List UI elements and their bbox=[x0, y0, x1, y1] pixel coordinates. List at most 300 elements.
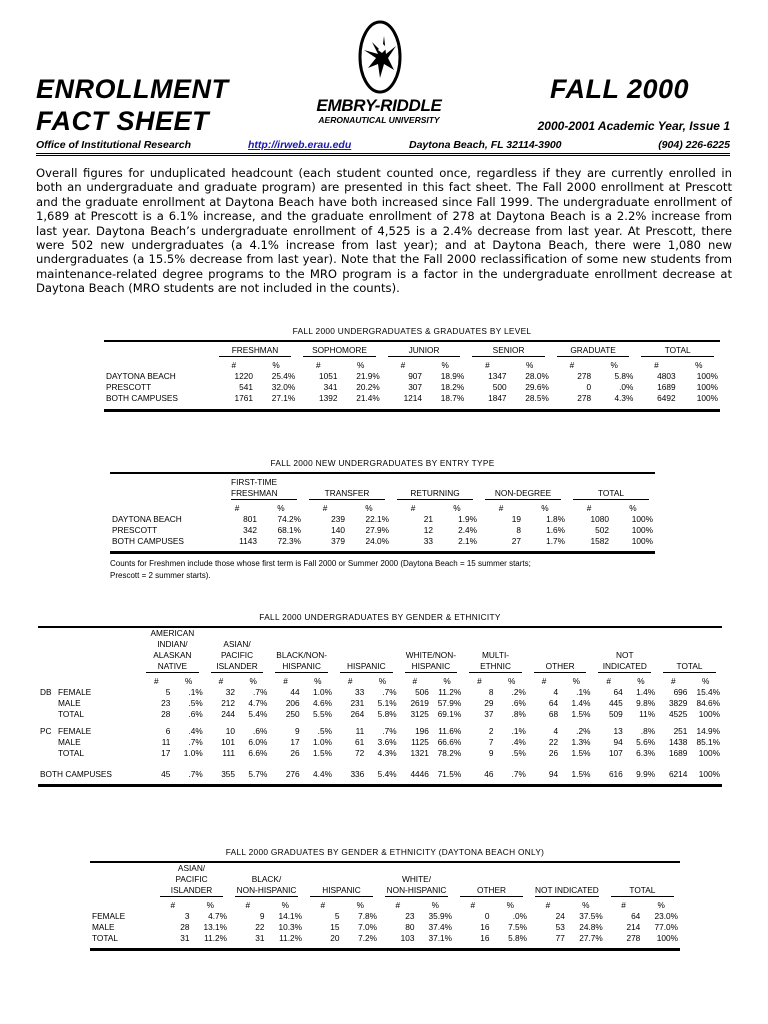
count-cell: 278 bbox=[626, 933, 641, 943]
percent-cell: 5.6% bbox=[636, 737, 656, 747]
percent-cell: 100% bbox=[696, 371, 718, 381]
percent-symbol: % bbox=[629, 503, 637, 513]
count-cell: 21 bbox=[423, 514, 433, 524]
count-cell: 1347 bbox=[488, 371, 507, 381]
percent-cell: 11.2% bbox=[204, 933, 228, 943]
percent-cell: 15.4% bbox=[696, 687, 720, 697]
percent-cell: 11.2% bbox=[438, 687, 462, 697]
university-logo bbox=[298, 20, 460, 132]
percent-cell: 18.2% bbox=[440, 382, 465, 392]
row-label: FEMALE bbox=[58, 726, 92, 736]
table-row bbox=[38, 698, 722, 709]
column-group-header bbox=[205, 627, 270, 673]
percent-cell: .6% bbox=[253, 726, 268, 736]
count-cell: 9 bbox=[295, 726, 300, 736]
column-group-header bbox=[528, 627, 593, 673]
table-row bbox=[104, 382, 720, 393]
percent-cell: 22.1% bbox=[365, 514, 389, 524]
count-cell: 3829 bbox=[668, 698, 688, 708]
count-cell: 28 bbox=[161, 709, 171, 719]
count-cell: 4 bbox=[553, 726, 559, 736]
group-header: SENIOR bbox=[472, 345, 545, 357]
count-cell: 11 bbox=[355, 726, 365, 736]
percent-symbol: % bbox=[378, 676, 387, 686]
table-row bbox=[38, 687, 722, 698]
count-symbol: # bbox=[470, 900, 476, 910]
percent-cell: 5.8% bbox=[508, 933, 528, 943]
group-header: GRADUATE bbox=[557, 345, 630, 357]
percent-cell: 24.8% bbox=[579, 922, 603, 932]
percent-cell: .5% bbox=[511, 748, 526, 758]
count-cell: 12 bbox=[423, 525, 433, 535]
row-label: TOTAL bbox=[92, 933, 118, 943]
table-note bbox=[110, 558, 655, 582]
percent-cell: 37.5% bbox=[579, 911, 603, 921]
count-cell: 264 bbox=[350, 709, 365, 719]
percent-symbol: % bbox=[249, 676, 257, 686]
count-cell: 29 bbox=[484, 698, 494, 708]
percent-cell: 100% bbox=[698, 748, 720, 758]
percent-cell: 66.6% bbox=[437, 737, 462, 747]
table-row bbox=[104, 371, 720, 382]
count-cell: 23 bbox=[161, 698, 171, 708]
percent-symbol: % bbox=[637, 676, 645, 686]
percent-cell: 11.6% bbox=[438, 726, 462, 736]
percent-cell: 100% bbox=[631, 536, 653, 546]
count-symbol: # bbox=[316, 360, 321, 370]
header-line: NOT bbox=[616, 650, 634, 660]
count-cell: 1321 bbox=[410, 748, 429, 758]
percent-cell: 1.4% bbox=[571, 698, 591, 708]
count-cell: 11 bbox=[161, 737, 171, 747]
header-line: PACIFIC bbox=[220, 650, 254, 660]
percent-cell: 100% bbox=[656, 933, 678, 943]
count-cell: 506 bbox=[415, 687, 429, 697]
symbol-row bbox=[104, 357, 720, 371]
row-label: FEMALE bbox=[58, 687, 92, 697]
percent-cell: 1.5% bbox=[313, 748, 332, 758]
campus-label bbox=[38, 709, 56, 720]
percent-cell: .8% bbox=[640, 726, 656, 736]
header-line: TOTAL bbox=[676, 661, 703, 671]
count-cell: 3125 bbox=[410, 709, 429, 719]
percent-cell: .4% bbox=[511, 737, 526, 747]
campus-label: DB bbox=[40, 687, 52, 697]
count-cell: 101 bbox=[221, 737, 236, 747]
percent-cell: 35.9% bbox=[428, 911, 453, 921]
percent-cell: 25.4% bbox=[271, 371, 296, 381]
count-cell: 80 bbox=[405, 922, 415, 932]
entry-type-table bbox=[110, 472, 655, 554]
percent-cell: 11% bbox=[639, 709, 656, 719]
eagle-icon bbox=[358, 20, 402, 94]
column-group-header bbox=[154, 862, 229, 897]
percent-cell: 20.2% bbox=[356, 382, 380, 392]
count-cell: 541 bbox=[239, 382, 253, 392]
count-symbol: # bbox=[621, 900, 626, 910]
count-cell: 342 bbox=[243, 525, 257, 535]
count-symbol: # bbox=[477, 676, 482, 686]
count-cell: 33 bbox=[423, 536, 433, 546]
percent-cell: 21.9% bbox=[356, 371, 380, 381]
group-header: RETURNING bbox=[397, 488, 473, 500]
count-cell: 278 bbox=[577, 393, 592, 403]
count-cell: 244 bbox=[221, 709, 236, 719]
header-line: BLACK/ bbox=[251, 874, 282, 884]
note-line: Counts for Freshmen include those whose first term is Fall 2000 or Summer 2000 (Daytona Beach = 15 summer starts; bbox=[110, 559, 531, 568]
count-cell: 94 bbox=[613, 737, 623, 747]
row-label: FEMALE bbox=[92, 911, 126, 921]
count-cell: 22 bbox=[255, 922, 265, 932]
count-cell: 379 bbox=[331, 536, 345, 546]
percent-symbol: % bbox=[541, 503, 549, 513]
table-row bbox=[38, 709, 722, 720]
percent-symbol: % bbox=[206, 900, 214, 910]
percent-cell: .0% bbox=[619, 382, 634, 392]
percent-cell: .7% bbox=[188, 769, 203, 779]
percent-cell: 24.0% bbox=[365, 536, 389, 546]
count-symbol: # bbox=[670, 676, 676, 686]
campus-label bbox=[38, 748, 56, 759]
count-cell: 13 bbox=[613, 726, 623, 736]
percent-symbol: % bbox=[431, 900, 439, 910]
group-header: FRESHMAN bbox=[219, 345, 292, 357]
count-symbol: # bbox=[153, 676, 159, 686]
percent-cell: .7% bbox=[253, 687, 268, 697]
percent-cell: 1.0% bbox=[183, 748, 203, 758]
header-line: NOT INDICATED bbox=[535, 885, 599, 895]
percent-cell: 100% bbox=[698, 769, 720, 779]
percent-cell: 27.7% bbox=[579, 933, 603, 943]
count-cell: 500 bbox=[492, 382, 507, 392]
group-header: JUNIOR bbox=[388, 345, 461, 357]
row-label: BOTH CAMPUSES bbox=[112, 536, 184, 546]
percent-symbol: % bbox=[526, 360, 534, 370]
percent-cell: 1.8% bbox=[546, 514, 565, 524]
logo-subtitle: AERONAUTICAL UNIVERSITY bbox=[318, 115, 440, 125]
count-cell: 72 bbox=[355, 748, 365, 758]
table-title: FALL 2000 UNDERGRADUATES BY GENDER & ETHNICITY bbox=[259, 612, 501, 622]
percent-cell: .1% bbox=[511, 726, 526, 736]
header-line: INDIAN/ bbox=[157, 639, 188, 649]
campus-label: PC bbox=[40, 726, 52, 736]
count-cell: 0 bbox=[484, 911, 490, 921]
percent-cell: 85.1% bbox=[696, 737, 720, 747]
symbol-row bbox=[38, 673, 722, 687]
percent-cell: .4% bbox=[188, 726, 203, 736]
count-symbol: # bbox=[322, 503, 328, 513]
count-cell: 616 bbox=[608, 769, 623, 779]
count-cell: 8 bbox=[516, 525, 521, 535]
percent-symbol: % bbox=[610, 360, 618, 370]
percent-symbol: % bbox=[356, 900, 364, 910]
count-cell: 1220 bbox=[234, 371, 253, 381]
percent-cell: 7.8% bbox=[358, 911, 378, 921]
percent-cell: 5.4% bbox=[377, 769, 397, 779]
percent-symbol: % bbox=[281, 900, 289, 910]
table-by-level bbox=[104, 326, 720, 412]
count-cell: 6214 bbox=[668, 769, 688, 779]
percent-cell: .2% bbox=[511, 687, 526, 697]
percent-cell: 1.5% bbox=[571, 769, 591, 779]
count-cell: 5 bbox=[334, 911, 340, 921]
percent-cell: 27.9% bbox=[365, 525, 389, 535]
note-line: Prescott = 2 summer starts). bbox=[110, 571, 211, 580]
percent-cell: 84.6% bbox=[696, 698, 720, 708]
percent-cell: .2% bbox=[576, 726, 591, 736]
column-group-header bbox=[529, 862, 605, 897]
column-group-header bbox=[657, 627, 722, 673]
count-cell: 801 bbox=[243, 514, 257, 524]
percent-cell: 4.3% bbox=[614, 393, 634, 403]
website-link[interactable]: http://irweb.erau.edu bbox=[248, 139, 352, 151]
count-symbol: # bbox=[606, 676, 611, 686]
table-row bbox=[38, 748, 722, 759]
group-header-line: FIRST-TIME bbox=[231, 477, 278, 487]
table-row bbox=[90, 922, 680, 933]
column-group-header bbox=[592, 627, 657, 673]
count-cell: 1689 bbox=[668, 748, 688, 758]
header-line: WHITE/ bbox=[401, 874, 432, 884]
percent-cell: .5% bbox=[188, 698, 203, 708]
count-cell: 22 bbox=[548, 737, 559, 747]
header-line: NON-HISPANIC bbox=[236, 885, 297, 895]
count-cell: 31 bbox=[255, 933, 265, 943]
percent-symbol: % bbox=[507, 676, 516, 686]
count-cell: 196 bbox=[415, 726, 429, 736]
header-line: NON-HISPANIC bbox=[386, 885, 447, 895]
count-cell: 251 bbox=[673, 726, 688, 736]
fact-sheet-title bbox=[36, 73, 228, 137]
count-cell: 4446 bbox=[410, 769, 429, 779]
percent-cell: 100% bbox=[696, 393, 718, 403]
header-line: PACIFIC bbox=[175, 874, 208, 884]
table-row bbox=[90, 933, 680, 944]
count-cell: 509 bbox=[608, 709, 623, 719]
count-symbol: # bbox=[412, 676, 418, 686]
count-cell: 206 bbox=[285, 698, 300, 708]
count-cell: 28 bbox=[180, 922, 190, 932]
symbol-row bbox=[90, 897, 680, 911]
table-row bbox=[90, 911, 680, 922]
percent-cell: 11.2% bbox=[279, 933, 303, 943]
percent-cell: 10.3% bbox=[278, 922, 303, 932]
percent-cell: 4.7% bbox=[248, 698, 268, 708]
percent-cell: 27.1% bbox=[271, 393, 296, 403]
percent-cell: 28.0% bbox=[525, 371, 549, 381]
percent-cell: 9.9% bbox=[636, 769, 656, 779]
count-cell: 26 bbox=[290, 748, 300, 758]
percent-cell: 57.9% bbox=[437, 698, 462, 708]
table-title: FALL 2000 NEW UNDERGRADUATES BY ENTRY TYPE bbox=[270, 458, 495, 468]
percent-cell: 13.1% bbox=[203, 922, 228, 932]
count-symbol: # bbox=[245, 900, 251, 910]
header-line: INDICATED bbox=[602, 661, 647, 671]
campus-label bbox=[38, 698, 56, 709]
percent-cell: .7% bbox=[188, 737, 203, 747]
count-cell: 16 bbox=[480, 933, 490, 943]
header-line: ALASKAN bbox=[153, 650, 192, 660]
percent-symbol: % bbox=[657, 900, 665, 910]
count-cell: 1847 bbox=[488, 393, 507, 403]
title-line-2: FACT SHEET bbox=[36, 106, 210, 136]
count-cell: 1125 bbox=[411, 737, 429, 747]
percent-cell: 32.0% bbox=[271, 382, 296, 392]
count-cell: 1392 bbox=[319, 393, 338, 403]
percent-cell: .6% bbox=[188, 709, 203, 719]
count-cell: 20 bbox=[330, 933, 340, 943]
count-cell: 77 bbox=[555, 933, 565, 943]
header-line: OTHER bbox=[476, 885, 507, 895]
group-header: FRESHMAN bbox=[231, 488, 297, 500]
gender-ethnicity-table bbox=[38, 626, 722, 787]
percent-cell: 1.5% bbox=[571, 748, 591, 758]
count-cell: 3 bbox=[184, 911, 190, 921]
count-cell: 1051 bbox=[319, 371, 338, 381]
count-cell: 23 bbox=[405, 911, 415, 921]
percent-cell: 5.5% bbox=[313, 709, 332, 719]
percent-cell: 18.7% bbox=[440, 393, 465, 403]
count-symbol: # bbox=[485, 360, 490, 370]
row-label: MALE bbox=[58, 698, 81, 708]
column-group-header bbox=[229, 862, 304, 897]
count-cell: 1761 bbox=[234, 393, 253, 403]
column-group-header bbox=[605, 862, 680, 897]
row-label: TOTAL bbox=[58, 709, 84, 719]
percent-cell: 28.5% bbox=[525, 393, 549, 403]
percent-symbol: % bbox=[277, 503, 285, 513]
column-group-header bbox=[463, 627, 528, 673]
contact-bar bbox=[36, 137, 730, 156]
percent-cell: 14.1% bbox=[278, 911, 303, 921]
count-cell: 7 bbox=[488, 737, 494, 747]
count-cell: 44 bbox=[290, 687, 300, 697]
row-label: BOTH CAMPUSES bbox=[40, 769, 112, 779]
count-cell: 32 bbox=[225, 687, 236, 697]
percent-cell: 1.4% bbox=[636, 687, 656, 697]
percent-cell: 71.5% bbox=[437, 769, 462, 779]
percent-symbol: % bbox=[441, 360, 449, 370]
percent-cell: 74.2% bbox=[277, 514, 301, 524]
count-cell: 355 bbox=[221, 769, 236, 779]
table-row bbox=[38, 726, 722, 737]
count-cell: 336 bbox=[350, 769, 365, 779]
count-symbol: # bbox=[498, 503, 504, 513]
count-cell: 53 bbox=[555, 922, 565, 932]
table-by-gender-ethnicity bbox=[38, 612, 722, 787]
percent-cell: 5.7% bbox=[248, 769, 268, 779]
percent-cell: 1.3% bbox=[571, 737, 591, 747]
term-title: FALL 2000 bbox=[550, 74, 690, 104]
percent-cell: .7% bbox=[382, 726, 397, 736]
count-cell: 27 bbox=[511, 536, 521, 546]
percent-symbol: % bbox=[572, 676, 580, 686]
row-label: PRESCOTT bbox=[106, 382, 152, 392]
count-cell: 45 bbox=[161, 769, 171, 779]
group-header: NON-DEGREE bbox=[485, 488, 561, 500]
count-cell: 19 bbox=[511, 514, 521, 524]
percent-cell: .8% bbox=[511, 709, 526, 719]
percent-cell: 4.6% bbox=[313, 698, 332, 708]
count-cell: 1080 bbox=[590, 514, 609, 524]
address: Daytona Beach, FL 32114-3900 bbox=[409, 139, 562, 151]
percent-cell: 6.6% bbox=[248, 748, 268, 758]
percent-cell: 6.3% bbox=[636, 748, 656, 758]
row-label: MALE bbox=[92, 922, 115, 932]
count-cell: 111 bbox=[222, 748, 236, 758]
count-symbol: # bbox=[170, 900, 176, 910]
percent-cell: 68.1% bbox=[277, 525, 301, 535]
percent-cell: 1.6% bbox=[546, 525, 565, 535]
header-line: BLACK/NON- bbox=[276, 650, 328, 660]
percent-cell: 37.4% bbox=[428, 922, 453, 932]
count-cell: 24 bbox=[555, 911, 565, 921]
header-line: HISPANIC bbox=[322, 885, 361, 895]
header-line: HISPANIC bbox=[411, 661, 451, 671]
percent-cell: 100% bbox=[631, 514, 653, 524]
count-cell: 46 bbox=[484, 769, 494, 779]
percent-symbol: % bbox=[314, 676, 322, 686]
header-line: ASIAN/ bbox=[223, 639, 251, 649]
percent-cell: 21.4% bbox=[356, 393, 380, 403]
count-cell: 37 bbox=[484, 709, 494, 719]
count-cell: 214 bbox=[626, 922, 641, 932]
phone-number: (904) 226-6225 bbox=[658, 139, 730, 151]
count-cell: 64 bbox=[548, 698, 559, 708]
header-line: HISPANIC bbox=[346, 661, 386, 671]
percent-symbol: % bbox=[702, 676, 710, 686]
percent-cell: 1.7% bbox=[546, 536, 565, 546]
count-cell: 140 bbox=[331, 525, 345, 535]
percent-symbol: % bbox=[443, 676, 451, 686]
count-symbol: # bbox=[541, 676, 547, 686]
count-cell: 6 bbox=[165, 726, 171, 736]
group-header: TRANSFER bbox=[309, 488, 385, 500]
percent-cell: 77.0% bbox=[654, 922, 678, 932]
logo-name: EMBRY-RIDDLE bbox=[316, 96, 442, 115]
count-symbol: # bbox=[410, 503, 416, 513]
percent-cell: 3.6% bbox=[377, 737, 397, 747]
count-cell: 9 bbox=[259, 911, 265, 921]
count-symbol: # bbox=[586, 503, 592, 513]
count-cell: 1582 bbox=[590, 536, 609, 546]
count-cell: 907 bbox=[408, 371, 423, 381]
group-header: SOPHOMORE bbox=[303, 345, 376, 357]
table-by-entry-type bbox=[110, 458, 655, 582]
count-cell: 61 bbox=[355, 737, 365, 747]
campus-label bbox=[38, 737, 56, 748]
count-symbol: # bbox=[569, 360, 575, 370]
percent-cell: 9.8% bbox=[636, 698, 656, 708]
count-cell: 278 bbox=[577, 371, 592, 381]
count-cell: 68 bbox=[548, 709, 559, 719]
title-line-1: ENROLLMENT bbox=[36, 74, 229, 104]
count-cell: 1143 bbox=[239, 536, 257, 546]
graduates-table bbox=[90, 861, 680, 951]
percent-cell: 7.2% bbox=[358, 933, 378, 943]
count-symbol: # bbox=[218, 676, 224, 686]
percent-symbol: % bbox=[453, 503, 461, 513]
count-symbol: # bbox=[234, 503, 240, 513]
percent-cell: 5.1% bbox=[377, 698, 397, 708]
header-line: ASIAN/ bbox=[177, 863, 206, 873]
count-symbol: # bbox=[231, 360, 237, 370]
count-cell: 307 bbox=[408, 382, 423, 392]
percent-cell: 29.6% bbox=[525, 382, 549, 392]
percent-cell: 4.4% bbox=[313, 769, 332, 779]
count-cell: 17 bbox=[290, 737, 300, 747]
percent-symbol: % bbox=[695, 360, 703, 370]
